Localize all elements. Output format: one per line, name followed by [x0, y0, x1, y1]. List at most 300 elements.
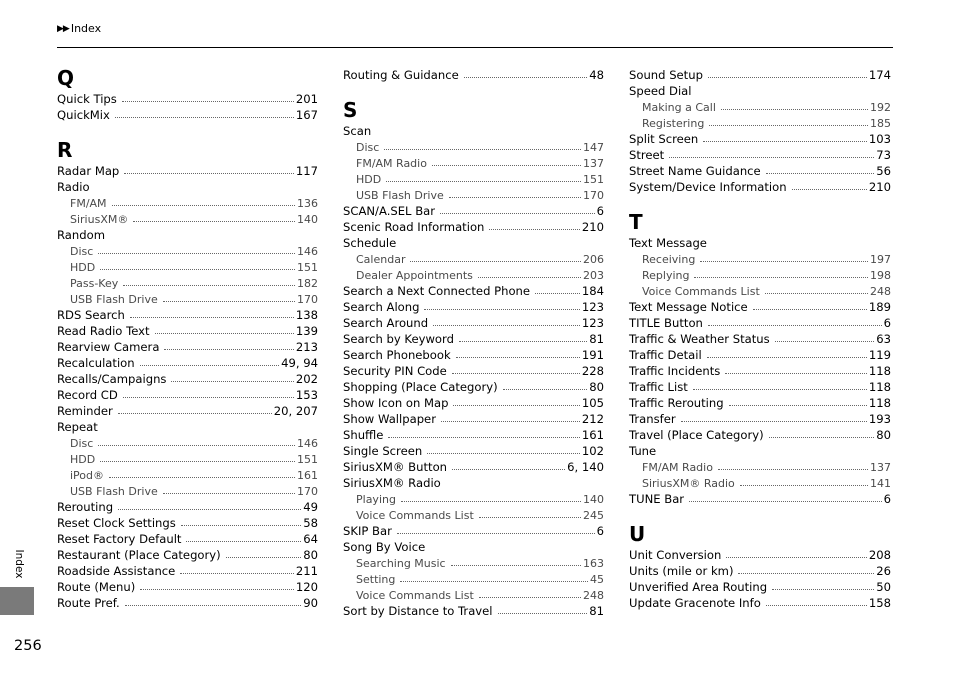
index-entry-search-by-keyword[interactable]	[343, 330, 604, 346]
section-letter-r: R	[57, 138, 73, 162]
section-letter-t: T	[629, 210, 643, 234]
entry-label: Receiving	[642, 253, 696, 266]
page-ref[interactable]: 158	[868, 596, 891, 610]
leader-dots	[766, 173, 875, 174]
leader-dots	[155, 333, 294, 334]
index-entry-rearview-camera[interactable]	[57, 338, 318, 354]
entry-label: Voice Commands List	[356, 589, 474, 602]
section-letter-u: U	[629, 522, 646, 546]
leader-dots	[726, 557, 867, 558]
side-tab	[0, 587, 34, 615]
leader-dots	[479, 597, 581, 598]
page-ref[interactable]: 182	[297, 277, 318, 290]
index-entry-sort-by-distance-to-travel[interactable]	[343, 602, 604, 618]
breadcrumb-label[interactable]: Index	[70, 22, 102, 35]
index-entry-song-by-voice	[343, 538, 604, 554]
index-subentry-usb-flash-drive[interactable]	[57, 482, 318, 498]
breadcrumb-arrows-icon: ▶▶	[57, 23, 69, 34]
index-subentry-hdd[interactable]	[343, 170, 604, 186]
leader-dots	[98, 445, 295, 446]
index-entry-show-icon-on-map[interactable]	[343, 394, 604, 410]
index-entry-street[interactable]	[629, 146, 891, 162]
leader-dots	[708, 325, 882, 326]
leader-dots	[388, 437, 579, 438]
index-subentry-voice-commands-list[interactable]	[343, 506, 604, 522]
page-ref[interactable]: 90	[303, 596, 318, 610]
leader-dots	[123, 397, 294, 398]
leader-dots	[115, 117, 294, 118]
index-subentry-siriusxm-radio[interactable]	[629, 474, 891, 490]
page-ref[interactable]: 189	[868, 300, 891, 314]
entry-label: Roadside Assistance	[57, 564, 176, 578]
page-ref[interactable]: 137	[870, 461, 891, 474]
index-entry-siriusxm-radio	[343, 474, 604, 490]
index-entry-speed-dial	[629, 82, 891, 98]
page-ref[interactable]: 80	[876, 428, 891, 442]
leader-dots	[729, 405, 867, 406]
entry-label: Shuffle	[343, 428, 384, 442]
entry-label: Traffic Detail	[629, 348, 702, 362]
index-subentry-receiving[interactable]	[629, 250, 891, 266]
page-ref[interactable]: 184	[581, 284, 604, 298]
page-ref[interactable]: 6	[883, 492, 891, 506]
index-column-3	[629, 66, 891, 610]
index-subentry-siriusxm[interactable]	[57, 210, 318, 226]
index-entry-travel-place-category[interactable]	[629, 426, 891, 442]
page-ref[interactable]: 20, 207	[273, 404, 318, 418]
page-ref[interactable]: 80	[589, 380, 604, 394]
entry-label: System/Device Information	[629, 180, 787, 194]
page-ref[interactable]: 118	[868, 396, 891, 410]
page-ref[interactable]: 161	[581, 428, 604, 442]
page-ref[interactable]: 6	[596, 524, 604, 538]
page-ref[interactable]: 248	[870, 285, 891, 298]
index-subentry-replying[interactable]	[629, 266, 891, 282]
index-entry-reset-factory-default[interactable]	[57, 530, 318, 546]
page-ref[interactable]: 206	[583, 253, 604, 266]
breadcrumb	[57, 22, 101, 35]
entry-label: Pass-Key	[70, 277, 119, 290]
index-entry-update-gracenote-info[interactable]	[629, 594, 891, 610]
index-subentry-voice-commands-list[interactable]	[629, 282, 891, 298]
index-entry-search-along[interactable]	[343, 298, 604, 314]
page-ref[interactable]: 212	[581, 412, 604, 426]
page-ref[interactable]: 6	[596, 204, 604, 218]
entry-label: Restaurant (Place Category)	[57, 548, 221, 562]
leader-dots	[427, 453, 580, 454]
index-subentry-setting[interactable]	[343, 570, 604, 586]
page-ref[interactable]: 123	[581, 300, 604, 314]
index-entry-recalls-campaigns[interactable]	[57, 370, 318, 386]
index-entry-search-a-next-connected-phone[interactable]	[343, 282, 604, 298]
index-entry-record-cd[interactable]	[57, 386, 318, 402]
page-ref[interactable]: 103	[868, 132, 891, 146]
leader-dots	[171, 381, 293, 382]
index-entry-system-device-information[interactable]	[629, 178, 891, 194]
index-subentry-usb-flash-drive[interactable]	[57, 290, 318, 306]
leader-dots	[703, 141, 867, 142]
leader-dots	[432, 165, 581, 166]
page-number: 256	[14, 638, 42, 654]
leader-dots	[386, 181, 581, 182]
leader-dots	[700, 261, 868, 262]
leader-dots	[122, 101, 294, 102]
leader-dots	[479, 517, 581, 518]
index-entry-tune-bar[interactable]	[629, 490, 891, 506]
index-entry-recalculation[interactable]	[57, 354, 318, 370]
page-ref[interactable]: 73	[876, 148, 891, 162]
page-ref[interactable]: 58	[303, 516, 318, 530]
page-ref[interactable]: 146	[297, 245, 318, 258]
page-ref[interactable]: 147	[583, 141, 604, 154]
page-ref[interactable]: 170	[583, 189, 604, 202]
index-entry-routing-guidance[interactable]	[343, 66, 604, 82]
entry-label: Speed Dial	[629, 84, 692, 98]
page-ref[interactable]: 211	[295, 564, 318, 578]
entry-label: Song By Voice	[343, 540, 426, 554]
page-ref[interactable]: 56	[876, 164, 891, 178]
page-ref[interactable]: 210	[581, 220, 604, 234]
entry-label: SKIP Bar	[343, 524, 392, 538]
leader-dots	[140, 589, 294, 590]
index-entry-reset-clock-settings[interactable]	[57, 514, 318, 530]
entry-label: USB Flash Drive	[70, 293, 158, 306]
leader-dots	[689, 501, 882, 502]
index-entry-traffic-list[interactable]	[629, 378, 891, 394]
page-ref[interactable]: 81	[589, 604, 604, 618]
page-ref[interactable]: 146	[297, 437, 318, 450]
index-entry-scan	[343, 122, 604, 138]
page-ref[interactable]: 123	[581, 316, 604, 330]
index-subentry-making-a-call[interactable]	[629, 98, 891, 114]
leader-dots	[456, 357, 580, 358]
index-entry-unverified-area-routing[interactable]	[629, 578, 891, 594]
page-ref[interactable]: 198	[870, 269, 891, 282]
page-ref[interactable]: 197	[870, 253, 891, 266]
entry-label: Searching Music	[356, 557, 446, 570]
entry-label: Making a Call	[642, 101, 716, 114]
entry-label: SiriusXM®	[70, 213, 129, 226]
index-entry-scan-a-sel-bar[interactable]	[343, 202, 604, 218]
leader-dots	[535, 293, 580, 294]
index-entry-restaurant-place-category[interactable]	[57, 546, 318, 562]
page-ref[interactable]: 117	[295, 164, 318, 178]
index-entry-split-screen[interactable]	[629, 130, 891, 146]
page-ref[interactable]: 163	[583, 557, 604, 570]
entry-label: Sound Setup	[629, 68, 703, 82]
page-ref[interactable]: 192	[870, 101, 891, 114]
entry-label: Voice Commands List	[642, 285, 760, 298]
index-entry-route-menu[interactable]	[57, 578, 318, 594]
page-ref[interactable]: 185	[870, 117, 891, 130]
entry-label: Read Radio Text	[57, 324, 150, 338]
entry-label: RDS Search	[57, 308, 125, 322]
entry-label: Security PIN Code	[343, 364, 447, 378]
entry-label: Traffic Incidents	[629, 364, 721, 378]
leader-dots	[709, 125, 868, 126]
page-ref[interactable]: 48	[589, 68, 604, 82]
index-entry-shopping-place-category[interactable]	[343, 378, 604, 394]
leader-dots	[123, 285, 295, 286]
leader-dots	[753, 309, 867, 310]
index-subentry-disc[interactable]	[57, 242, 318, 258]
index-entry-units-mile-or-km[interactable]	[629, 562, 891, 578]
header-rule	[57, 47, 893, 48]
entry-label: Search Around	[343, 316, 429, 330]
entry-label: Recalls/Campaigns	[57, 372, 167, 386]
entry-label: Recalculation	[57, 356, 135, 370]
index-subentry-fm-am[interactable]	[57, 194, 318, 210]
page-ref[interactable]: 139	[295, 324, 318, 338]
leader-dots	[118, 413, 272, 414]
entry-label: Search a Next Connected Phone	[343, 284, 531, 298]
entry-label: Sort by Distance to Travel	[343, 604, 493, 618]
index-subentry-fm-am-radio[interactable]	[343, 154, 604, 170]
index-entry-search-around[interactable]	[343, 314, 604, 330]
leader-dots	[449, 197, 581, 198]
index-entry-single-screen[interactable]	[343, 442, 604, 458]
leader-dots	[397, 533, 595, 534]
index-entry-traffic-incidents[interactable]	[629, 362, 891, 378]
page-ref[interactable]: 202	[295, 372, 318, 386]
leader-dots	[180, 573, 294, 574]
entry-label: Traffic List	[629, 380, 688, 394]
leader-dots	[400, 581, 588, 582]
index-entry-sound-setup[interactable]	[629, 66, 891, 82]
index-entry-quick-tips[interactable]	[57, 90, 318, 106]
index-subentry-usb-flash-drive[interactable]	[343, 186, 604, 202]
page-ref[interactable]: 138	[295, 308, 318, 322]
entry-label: Disc	[356, 141, 380, 154]
page-ref[interactable]: 151	[583, 173, 604, 186]
index-entry-siriusxm-button[interactable]	[343, 458, 604, 474]
index-subentry-registering[interactable]	[629, 114, 891, 130]
index-subentry-ipod[interactable]	[57, 466, 318, 482]
index-entry-skip-bar[interactable]	[343, 522, 604, 538]
entry-label: Unit Conversion	[629, 548, 722, 562]
entry-label: Transfer	[629, 412, 676, 426]
entry-label: FM/AM Radio	[642, 461, 713, 474]
index-entry-reminder[interactable]	[57, 402, 318, 418]
index-entry-roadside-assistance[interactable]	[57, 562, 318, 578]
entry-label: Street Name Guidance	[629, 164, 761, 178]
entry-label: Text Message Notice	[629, 300, 748, 314]
entry-label: Scan	[343, 124, 372, 138]
entry-label: Registering	[642, 117, 705, 130]
page-ref[interactable]: 26	[876, 564, 891, 578]
page-ref[interactable]: 203	[583, 269, 604, 282]
leader-dots	[451, 565, 581, 566]
index-subentry-hdd[interactable]	[57, 258, 318, 274]
index-subentry-hdd[interactable]	[57, 450, 318, 466]
index-entry-search-phonebook[interactable]	[343, 346, 604, 362]
page-ref[interactable]: 141	[870, 477, 891, 490]
index-subentry-fm-am-radio[interactable]	[629, 458, 891, 474]
leader-dots	[181, 525, 301, 526]
page-ref[interactable]: 213	[295, 340, 318, 354]
entry-label: Radio	[57, 180, 90, 194]
index-entry-text-message-notice[interactable]	[629, 298, 891, 314]
index-entry-rds-search[interactable]	[57, 306, 318, 322]
leader-dots	[498, 613, 588, 614]
entry-label: USB Flash Drive	[70, 485, 158, 498]
entry-label: Tune	[629, 444, 657, 458]
page-ref[interactable]: 49, 94	[281, 356, 318, 370]
page-ref[interactable]: 64	[303, 532, 318, 546]
page-ref[interactable]: 170	[297, 485, 318, 498]
leader-dots	[401, 501, 581, 502]
entry-label: Setting	[356, 573, 396, 586]
page-ref[interactable]: 6, 140	[567, 460, 604, 474]
leader-dots	[740, 485, 868, 486]
leader-dots	[693, 389, 867, 390]
index-entry-traffic-detail[interactable]	[629, 346, 891, 362]
index-subentry-voice-commands-list[interactable]	[343, 586, 604, 602]
index-entry-security-pin-code[interactable]	[343, 362, 604, 378]
page-ref[interactable]: 45	[590, 573, 604, 586]
leader-dots	[98, 253, 295, 254]
leader-dots	[721, 109, 868, 110]
page-ref[interactable]: 151	[297, 261, 318, 274]
entry-label: SCAN/A.SEL Bar	[343, 204, 436, 218]
index-entry-rerouting[interactable]	[57, 498, 318, 514]
page-ref[interactable]: 50	[876, 580, 891, 594]
index-subentry-disc[interactable]	[343, 138, 604, 154]
entry-label: Schedule	[343, 236, 397, 250]
entry-label: Rearview Camera	[57, 340, 160, 354]
index-entry-traffic-rerouting[interactable]	[629, 394, 891, 410]
index-entry-quickmix[interactable]	[57, 106, 318, 122]
page-ref[interactable]: 245	[583, 509, 604, 522]
index-entry-show-wallpaper[interactable]	[343, 410, 604, 426]
page-ref[interactable]: 6	[883, 316, 891, 330]
page-ref[interactable]: 136	[297, 197, 318, 210]
page-ref[interactable]: 151	[297, 453, 318, 466]
side-tab-label: Index	[13, 549, 25, 579]
page-ref[interactable]: 120	[295, 580, 318, 594]
page-ref[interactable]: 191	[581, 348, 604, 362]
page-ref[interactable]: 170	[297, 293, 318, 306]
leader-dots	[440, 213, 595, 214]
page-ref[interactable]: 228	[581, 364, 604, 378]
leader-dots	[140, 365, 279, 366]
entry-label: Search by Keyword	[343, 332, 454, 346]
page-ref[interactable]: 140	[297, 213, 318, 226]
index-subentry-disc[interactable]	[57, 434, 318, 450]
index-subentry-dealer-appointments[interactable]	[343, 266, 604, 282]
section-gap	[629, 194, 891, 210]
leader-dots	[669, 157, 874, 158]
page-ref[interactable]: 167	[295, 108, 318, 122]
index-entry-street-name-guidance[interactable]	[629, 162, 891, 178]
leader-dots	[100, 269, 295, 270]
index-entry-radar-map[interactable]	[57, 162, 318, 178]
index-entry-transfer[interactable]	[629, 410, 891, 426]
leader-dots	[694, 277, 868, 278]
entry-label: HDD	[70, 261, 96, 274]
index-column-2	[343, 66, 604, 618]
leader-dots	[452, 373, 580, 374]
entry-label: Radar Map	[57, 164, 120, 178]
section-letter-q: Q	[57, 66, 75, 90]
index-subentry-searching-music[interactable]	[343, 554, 604, 570]
leader-dots	[792, 189, 867, 190]
page-ref[interactable]: 208	[868, 548, 891, 562]
index-entry-unit-conversion[interactable]	[629, 546, 891, 562]
index-subentry-playing[interactable]	[343, 490, 604, 506]
entry-label: Text Message	[629, 236, 707, 250]
index-entry-route-pref[interactable]	[57, 594, 318, 610]
entry-label: SiriusXM® Radio	[642, 477, 735, 490]
page-ref[interactable]: 119	[868, 348, 891, 362]
entry-label: Search Phonebook	[343, 348, 451, 362]
page-ref[interactable]: 80	[303, 548, 318, 562]
section-gap	[343, 82, 604, 98]
index-entry-traffic-weather-status[interactable]	[629, 330, 891, 346]
page-ref[interactable]: 102	[581, 444, 604, 458]
leader-dots	[738, 573, 874, 574]
page-ref[interactable]: 201	[295, 92, 318, 106]
leader-dots	[124, 173, 294, 174]
leader-dots	[765, 293, 868, 294]
leader-dots	[130, 317, 294, 318]
entry-label: TITLE Button	[629, 316, 703, 330]
leader-dots	[163, 301, 295, 302]
index-entry-read-radio-text[interactable]	[57, 322, 318, 338]
entry-label: Show Wallpaper	[343, 412, 436, 426]
page-ref[interactable]: 140	[583, 493, 604, 506]
index-entry-shuffle[interactable]	[343, 426, 604, 442]
index-subentry-calendar[interactable]	[343, 250, 604, 266]
page-ref[interactable]: 105	[581, 396, 604, 410]
entry-label: Show Icon on Map	[343, 396, 449, 410]
leader-dots	[433, 325, 580, 326]
index-entry-title-button[interactable]	[629, 314, 891, 330]
entry-label: Voice Commands List	[356, 509, 474, 522]
leader-dots	[459, 341, 587, 342]
entry-label: Disc	[70, 245, 94, 258]
entry-label: Scenic Road Information	[343, 220, 485, 234]
page-ref[interactable]: 174	[868, 68, 891, 82]
entry-label: Disc	[70, 437, 94, 450]
index-subentry-pass-key[interactable]	[57, 274, 318, 290]
page-ref[interactable]: 137	[583, 157, 604, 170]
leader-dots	[478, 277, 581, 278]
leader-dots	[708, 77, 867, 78]
page-ref[interactable]: 49	[303, 500, 318, 514]
entry-label: Record CD	[57, 388, 118, 402]
page-ref[interactable]: 248	[583, 589, 604, 602]
page-ref[interactable]: 161	[297, 469, 318, 482]
page-ref[interactable]: 210	[868, 180, 891, 194]
page-ref[interactable]: 153	[295, 388, 318, 402]
leader-dots	[410, 261, 581, 262]
leader-dots	[725, 373, 867, 374]
entry-label: Split Screen	[629, 132, 699, 146]
leader-dots	[772, 589, 874, 590]
leader-dots	[707, 357, 867, 358]
page-ref[interactable]: 193	[868, 412, 891, 426]
index-entry-scenic-road-information[interactable]	[343, 218, 604, 234]
entry-label: USB Flash Drive	[356, 189, 444, 202]
index-entry-repeat	[57, 418, 318, 434]
page-ref[interactable]: 118	[868, 364, 891, 378]
page-ref[interactable]: 63	[876, 332, 891, 346]
entry-label: SiriusXM® Radio	[343, 476, 441, 490]
page-ref[interactable]: 81	[589, 332, 604, 346]
entry-label: Update Gracenote Info	[629, 596, 761, 610]
page-ref[interactable]: 118	[868, 380, 891, 394]
